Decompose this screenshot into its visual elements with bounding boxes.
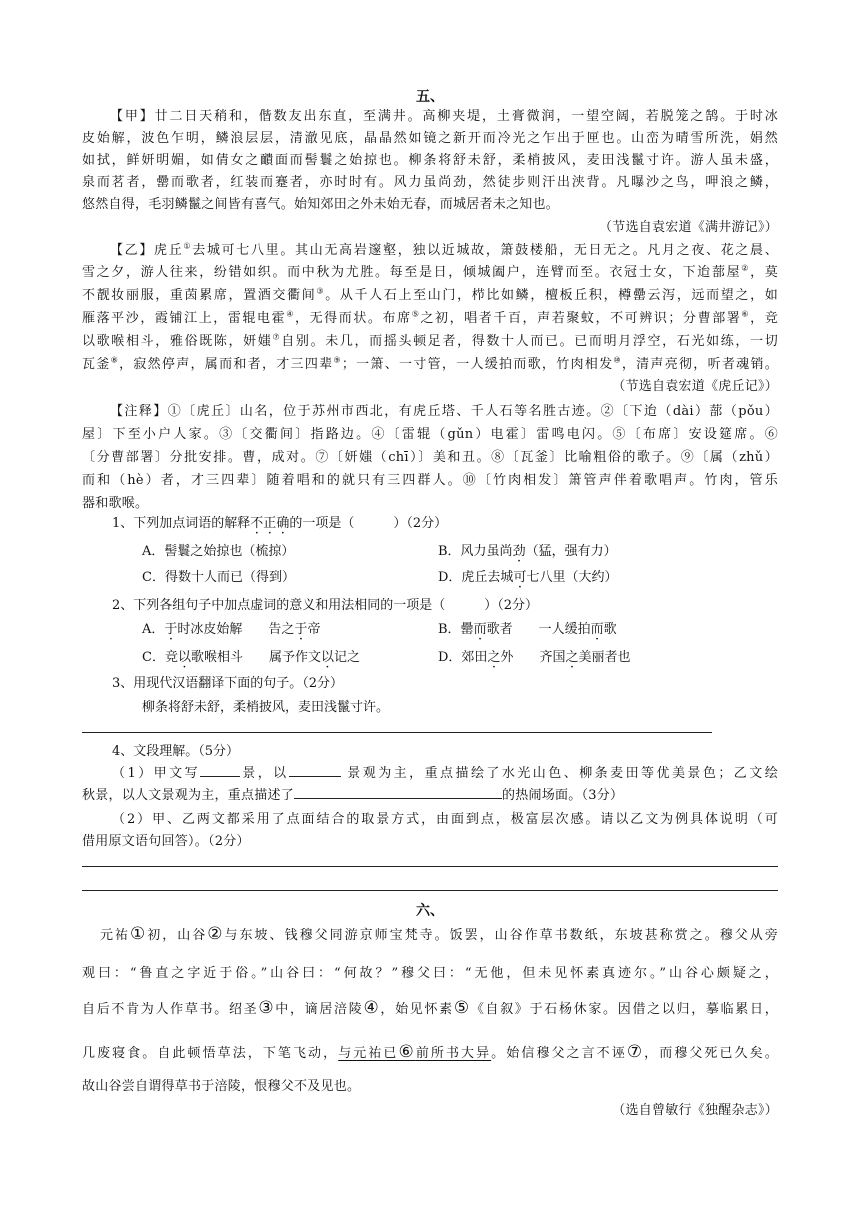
q4-part2-line2: 借用原文语句回答）。（2分） xyxy=(82,834,250,849)
q2-option-b[interactable]: B．罍而歌者 一人缓拍而歌 xyxy=(438,622,617,637)
yi-line-3: 不靓妆丽服，重茵累席，置酒交衢间③。从千人石上至山门，栉比如鳞，檀板丘积，樽罍云泻，远而望之，如 xyxy=(82,286,778,303)
q4-part1-line2: 秋景，以人文景观为主，重点描述了 的热闹场面。（3分） xyxy=(82,785,778,807)
yi-line-2: 雪之夕，游人往来，纷错如织。而中秋为尤胜。每至是日，倾城阖户，连臂而至。衣冠士女，下迨蔀屋②，莫 xyxy=(82,263,778,280)
q2-option-a[interactable]: A．于时冰皮始解 告之于帝 xyxy=(142,622,321,637)
q3-answer-line[interactable] xyxy=(82,732,712,733)
note-line-2: 屋〕下至小户人家。③〔交衢间〕指路边。④〔雷辊（gǔn）电霍〕雷鸣电闪。⑤〔布席〕安设筵席。⑥ xyxy=(82,427,778,442)
q3-sentence: 柳条将舒未舒，柔梢披风，麦田浅鬣寸许。 xyxy=(142,700,390,715)
q4-answer-line-2[interactable] xyxy=(82,890,778,891)
q4-answer-line-1[interactable] xyxy=(82,866,778,867)
jia-line-4: 泉而茗者，罍而歌者，红装而蹇者，亦时时有。风力虽尚劲，然徒步则汗出浃背。凡曝沙之鸟，呷浪之鳞， xyxy=(82,175,778,190)
q1-dotted-word: 不正确 xyxy=(250,516,290,531)
jia-line-2: 皮始解，波色乍明，鳞浪层层，清澈见底，晶晶然如镜之新开而冷光之乍出于匣也。山峦为晴雪所洗，娟然 xyxy=(82,131,778,146)
q1-option-d[interactable]: D．虎丘去城可七八里（大约） xyxy=(438,570,618,585)
six-source: （选自曾敏行《独醒杂志》） xyxy=(612,1103,778,1118)
note-line-5: 器和歌喉。 xyxy=(82,496,149,511)
yi-line-6: 瓦釜⑧，寂然停声，属而和者，才三四辈⑨；一箫、一寸管，一人缓拍而歌，竹肉相发⑩，清声亮彻，听者魂销。 xyxy=(82,355,778,372)
jia-line-3: 如拭，鲜妍明媚，如倩女之靧面而髻鬟之始掠也。柳条将舒未舒，柔梢披风，麦田浅鬣寸许。游人虽未盛， xyxy=(82,153,778,168)
q1-stem: 1、下列加点词语的解释不正确的一项是（ ）（2分） xyxy=(112,516,448,531)
six-line-5: 故山谷尝自谓得草书于涪陵，恨穆父不及见也。 xyxy=(82,1079,361,1094)
note-line-3: 〔分曹部署〕分批安排。曹，成对。⑦〔妍媸（chī）〕美和丑。⑧〔瓦釜〕比喻粗俗的歌子。⑨〔属（zhǔ） xyxy=(82,450,778,465)
six-line-1: 元祐①初，山谷②与东坡、钱穆父同游京师宝梵寺。饭罢，山谷作草书数纸，东坡甚称赏之。穆父从旁 xyxy=(100,924,778,944)
jia-line-1: 【甲】廿二日天稍和，偕数友出东直，至满井。高柳夹堤，土膏微润，一望空阔，若脱笼之鹄。于时冰 xyxy=(110,109,778,124)
q4-part2-line1: （2）甲、乙两文都采用了点面结合的取景方式，由面到点，极富层次感。请以乙文为例具体说明（可 xyxy=(112,812,778,827)
q1-option-a[interactable]: A．髻鬟之始掠也（梳掠） xyxy=(142,544,295,559)
note-line-4: 而和（hè）者，才三四辈〕随着唱和的就只有三四群人。⑩〔竹肉相发〕箫管声伴着歌唱声。竹肉，管乐 xyxy=(82,473,778,488)
yi-line-1: 【乙】虎丘①去城可七八里。其山无高岩邃壑，独以近城故，箫鼓楼船，无日无之。凡月之夜、花之晨、 xyxy=(110,241,778,258)
q2-option-c[interactable]: C．竞以歌喉相斗 属予作文以记之 xyxy=(142,650,361,665)
q1-option-c[interactable]: C．得数十人而已（得到） xyxy=(142,570,295,585)
section-six-title: 六、 xyxy=(416,903,444,919)
section-five-title: 五、 xyxy=(416,89,444,105)
six-line-4: 几废寝食。自此顿悟草法，下笔飞动，与元祐已⑥前所书大异。始信穆父之言不诬⑦，而穆父死已久矣。 xyxy=(82,1042,778,1062)
q4-blank-landscape[interactable] xyxy=(289,763,341,777)
six-underlined-phrase: 与元祐已⑥前所书大异 xyxy=(338,1042,492,1062)
q2-stem: 2、下列各组句子中加点虚词的意义和用法相同的一项是（ ）（2分） xyxy=(112,598,539,613)
q1-option-b[interactable]: B．风力虽尚劲（猛，强有力） xyxy=(438,544,617,559)
note-line-1: 【注释】①〔虎丘〕山名，位于苏州市西北，有虎丘塔、千人石等名胜古迹。②〔下迨（dài）蔀（pǒu） xyxy=(110,404,778,419)
six-line-3: 自后不肯为人作草书。绍圣③中，谪居涪陵④，始见怀素⑤《自叙》于石杨休家。因借之以归，摹临累日， xyxy=(82,998,778,1018)
yi-line-4: 雁落平沙，霞铺江上，雷辊电霍④，无得而状。布席⑤之初，唱者千百，声若聚蚊，不可辨识；分曹部署⑥，竞 xyxy=(82,309,778,326)
q4-stem: 4、文段理解。（5分） xyxy=(112,744,240,759)
yi-source: （节选自袁宏道《虎丘记》） xyxy=(612,379,778,394)
q2-option-d[interactable]: D．郊田之外 齐国之美丽者也 xyxy=(438,650,631,665)
yi-line-5: 以歌喉相斗，雅俗既陈，妍媸⑦自别。未几，而摇头顿足者，得数十人而已。已而明月浮空，石光如练，一切 xyxy=(82,332,778,349)
q4-blank-season[interactable] xyxy=(200,763,240,777)
q4-part1-line1: （1）甲文写 景，以 景观为主，重点描绘了水光山色、柳条麦田等优美景色；乙文绘 xyxy=(82,763,778,785)
six-line-2: 观曰：“鲁直之字近于俗。”山谷曰：“何故？”穆父曰：“无他，但未见怀素真迹尔。”山谷心颇疑之， xyxy=(82,966,778,981)
jia-source: （节选自袁宏道《满井游记》） xyxy=(598,220,778,235)
q4-blank-scene[interactable] xyxy=(294,785,502,799)
q3-stem: 3、用现代汉语翻译下面的句子。（2分） xyxy=(112,676,344,691)
jia-line-5: 悠然自得，毛羽鳞鬣之间皆有喜气。始知郊田之外未始无春，而城居者未之知也。 xyxy=(82,197,560,212)
